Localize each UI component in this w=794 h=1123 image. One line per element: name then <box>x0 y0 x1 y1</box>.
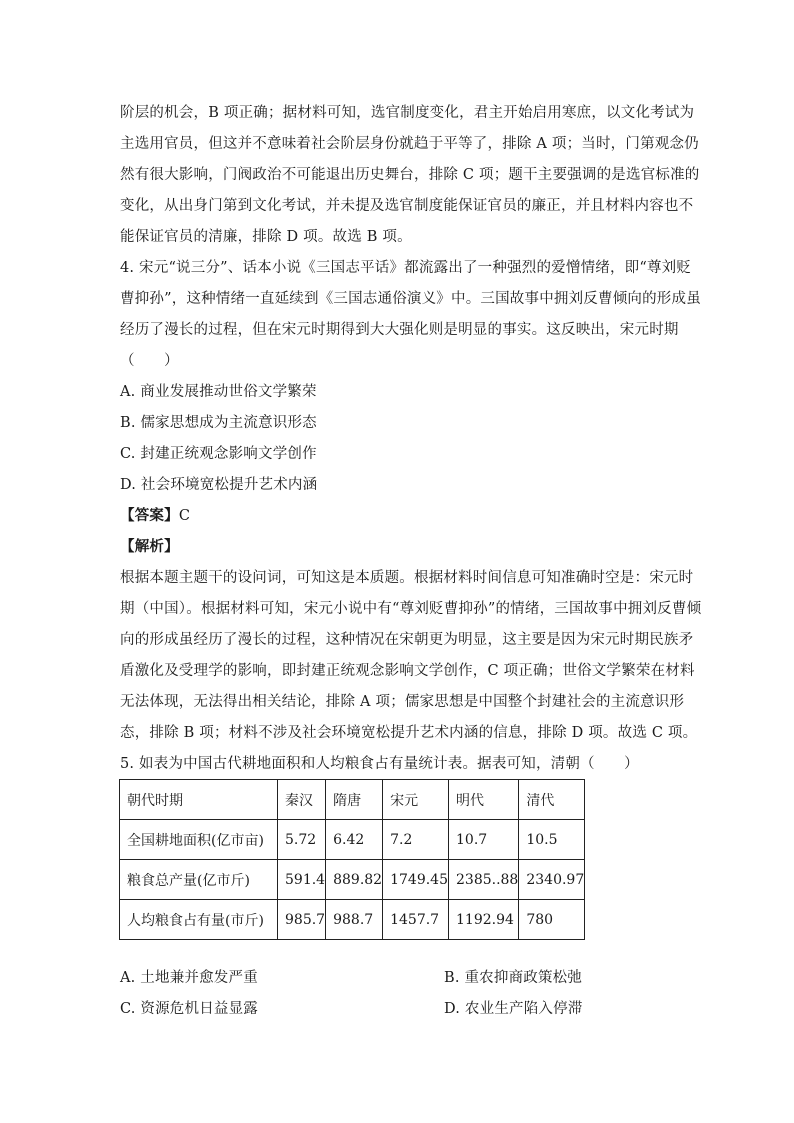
table-header-cell: 明代 <box>449 780 519 820</box>
q4-stem-line: 曹抑孙”，这种情绪一直延续到《三国志通俗演义》中。三国故事中拥刘反曹倾向的形成虽 <box>120 291 701 307</box>
q4-stem-blank: （ ） <box>120 353 179 369</box>
q5-option-c: C. 资源危机日益显露 <box>120 1001 258 1017</box>
table-cell: 10.7 <box>449 820 519 860</box>
table-cell: 1749.45 <box>383 860 449 900</box>
q4-stem-line: 4. 宋元“说三分”、话本小说《三国志平话》都流露出了一种强烈的爱憎情绪，即“尊刘贬 <box>120 260 692 276</box>
q5-option-b: B. 重农抑商政策松弛 <box>444 970 583 986</box>
table-cell: 6.42 <box>326 820 383 860</box>
q4-option-a: A. 商业发展推动世俗文学繁荣 <box>120 384 317 400</box>
table-row <box>120 900 585 940</box>
table-header-cell: 朝代时期 <box>120 780 278 820</box>
table-cell: 591.4 <box>278 860 326 900</box>
explanation-line: 然有很大影响，门阀政治不可能退出历史舞台，排除 C 项；题干主要强调的是选官标准的 <box>120 167 700 183</box>
q4-analysis-line: 向的形成虽经历了漫长的过程，这种情况在宋朝更为明显，这主要是因为宋元时期民族矛 <box>120 632 694 648</box>
table-cell: 5.72 <box>278 820 326 860</box>
table-cell: 2385..88 <box>449 860 519 900</box>
table-cell: 2340.97 <box>519 860 585 900</box>
explanation-line: 能保证官员的清廉，排除 D 项。故选 B 项。 <box>120 229 412 245</box>
q5-option-a: A. 土地兼并愈发严重 <box>120 970 258 986</box>
table-cell: 全国耕地面积(亿市亩) <box>120 820 278 860</box>
q4-option-d: D. 社会环境宽松提升艺术内涵 <box>120 477 318 493</box>
table-cell: 1192.94 <box>449 900 519 940</box>
table-cell: 889.82 <box>326 860 383 900</box>
analysis-tag: 【解析】 <box>120 538 179 555</box>
q4-analysis-line: 期（中国）。根据材料可知，宋元小说中有“尊刘贬曹抑孙”的情绪，三国故事中拥刘反曹倾 <box>120 601 702 617</box>
q5-option-d: D. 农业生产陷入停滞 <box>444 1001 583 1017</box>
table-cell: 780 <box>519 900 585 940</box>
table-row <box>120 820 585 860</box>
table-cell: 人均粮食占有量(市斤) <box>120 900 278 940</box>
q4-analysis-line: 态，排除 B 项；材料不涉及社会环境宽松提升艺术内涵的信息，排除 D 项。故选 C 项。 <box>120 725 698 741</box>
table-header-cell: 秦汉 <box>278 780 326 820</box>
table-cell: 985.7 <box>278 900 326 940</box>
table-header-cell: 清代 <box>519 780 585 820</box>
answer-tag: 【答案】 <box>120 507 179 524</box>
table-header-cell: 隋唐 <box>326 780 383 820</box>
table-cell: 1457.7 <box>383 900 449 940</box>
table-cell: 7.2 <box>383 820 449 860</box>
answer-value: C <box>178 508 191 524</box>
table-header-row <box>120 780 585 820</box>
explanation-line: 阶层的机会，B 项正确；据材料可知，选官制度变化，君主开始启用寒庶，以文化考试为 <box>120 105 695 121</box>
q4-analysis-line: 无法体现，无法得出相关结论，排除 A 项；儒家思想是中国整个封建社会的主流意识形 <box>120 694 685 710</box>
q4-analysis-line: 根据本题主题干的设问词，可知这是本质题。根据材料时间信息可知准确时空是：宋元时 <box>120 570 694 586</box>
explanation-line: 主选用官员，但这并不意味着社会阶层身份就趋于平等了，排除 A 项；当时，门第观念仍 <box>120 136 699 152</box>
table-row <box>120 860 585 900</box>
q4-option-c: C. 封建正统观念影响文学创作 <box>120 446 317 462</box>
explanation-line: 变化，从出身门第到文化考试，并未提及选官制度能保证官员的廉正，并且材料内容也不 <box>120 198 694 214</box>
table-header-cell: 宋元 <box>383 780 449 820</box>
q4-answer <box>120 506 190 526</box>
q4-stem-line: 经历了漫长的过程，但在宋元时期得到大大强化则是明显的事实。这反映出，宋元时期 <box>120 322 679 338</box>
q4-analysis-tag <box>120 537 179 557</box>
statistics-table <box>119 779 585 940</box>
q4-analysis-line: 盾激化及受理学的影响，即封建正统观念影响文学创作，C 项正确；世俗文学繁荣在材料 <box>120 663 695 679</box>
table-cell: 988.7 <box>326 900 383 940</box>
table-cell: 粮食总产量(亿市斤) <box>120 860 278 900</box>
table-cell: 10.5 <box>519 820 585 860</box>
q5-stem: 5. 如表为中国古代耕地面积和人均粮食占有量统计表。据表可知，清朝（ ） <box>120 756 639 772</box>
q4-option-b: B. 儒家思想成为主流意识形态 <box>120 415 317 431</box>
